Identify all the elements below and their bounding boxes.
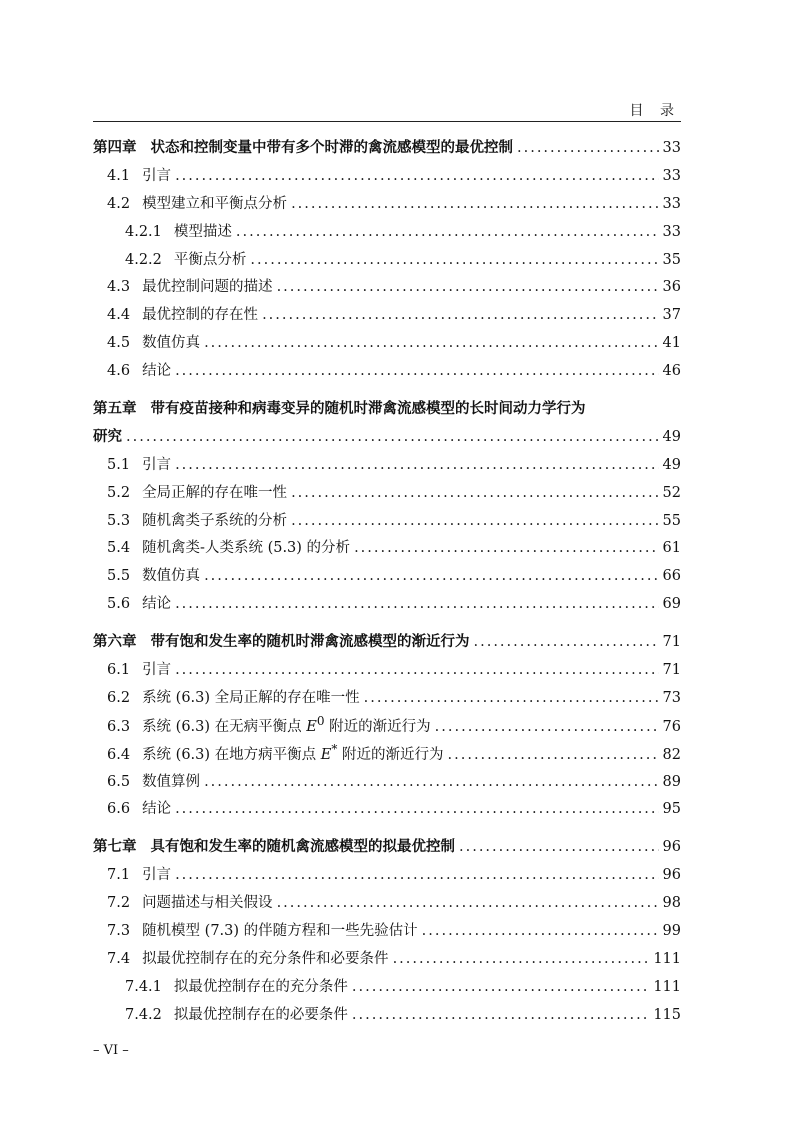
leader-dots (474, 634, 659, 650)
section-title: 平衡点分析 (173, 251, 247, 268)
title-prefix: 系统 (6.3) 在地方病平衡点 (142, 746, 321, 763)
chapter-title: 状态和控制变量中带有多个时滞的禽流感模型的最优控制 (150, 139, 513, 156)
leader-dots (291, 196, 658, 212)
toc-section-5-4[interactable] (93, 536, 681, 564)
section-number: 5.4 (107, 540, 131, 557)
toc-subsection-7-4-1[interactable] (93, 975, 681, 1003)
section-title: 结论 (142, 596, 172, 613)
section-number: 4.5 (107, 335, 131, 352)
section-title: 全局正解的存在唯一性 (142, 484, 288, 501)
page-number: 82 (662, 746, 681, 763)
section-number: 5.2 (107, 484, 131, 501)
section-number: 7.3 (107, 923, 131, 940)
section-title: 拟最优控制存在的充分条件 (173, 978, 348, 995)
page-number: 36 (662, 279, 681, 296)
leader-dots (175, 867, 658, 883)
leader-dots (364, 690, 659, 706)
toc-section-4-2[interactable] (93, 192, 681, 220)
title-prefix: 系统 (6.3) 在无病平衡点 (142, 718, 307, 735)
chapter-title-continuation (93, 425, 681, 453)
page-number: 96 (662, 839, 681, 856)
page-number: 96 (662, 867, 681, 884)
leader-dots (352, 1007, 649, 1023)
page-number: 49 (662, 456, 681, 473)
math-variable: E (320, 746, 332, 763)
leader-dots (126, 429, 659, 445)
leader-dots (277, 279, 659, 295)
toc-chapter-7[interactable] (93, 835, 681, 863)
section-title: 数值仿真 (142, 335, 201, 352)
toc-section-7-3[interactable] (93, 919, 681, 947)
page-number: 89 (662, 773, 681, 790)
section-title: 引言 (142, 662, 172, 679)
toc-section-6-2[interactable] (93, 686, 681, 714)
leader-dots (517, 140, 659, 156)
leader-dots (175, 168, 658, 184)
section-number: 7.4.2 (125, 1006, 162, 1023)
leader-dots (448, 747, 659, 763)
leader-dots (204, 568, 658, 584)
toc-section-7-2[interactable] (93, 891, 681, 919)
leader-dots (354, 540, 658, 556)
leader-dots (175, 363, 658, 379)
section-number: 4.2.1 (125, 223, 162, 240)
toc-section-6-1[interactable] (93, 658, 681, 686)
page-number: 69 (662, 596, 681, 613)
leader-dots (175, 596, 658, 612)
toc-section-4-6[interactable] (93, 359, 681, 387)
toc-section-7-1[interactable] (93, 863, 681, 891)
section-number: 5.5 (107, 568, 131, 585)
toc-section-6-4[interactable] (93, 742, 681, 770)
chapter-title: 带有饱和发生率的随机时滞禽流感模型的渐近行为 (150, 633, 470, 651)
page-number: 71 (662, 634, 681, 651)
toc-chapter-5[interactable] (93, 397, 681, 453)
page-number: 55 (662, 512, 681, 529)
section-number: 4.1 (107, 167, 131, 184)
section-title: 模型建立和平衡点分析 (142, 195, 288, 212)
leader-dots (277, 895, 659, 911)
page-number: 37 (662, 307, 681, 324)
section-number: 7.4 (107, 950, 131, 967)
leader-dots (262, 307, 658, 323)
toc-section-6-5[interactable] (93, 770, 681, 798)
section-title: 随机禽类-人类系统 (5.3) 的分析 (142, 540, 351, 557)
page-number: 33 (662, 167, 681, 184)
leader-dots (291, 513, 658, 529)
leader-dots (250, 252, 658, 268)
toc-section-5-6[interactable] (93, 592, 681, 620)
leader-dots (352, 979, 649, 995)
leader-dots (175, 801, 658, 817)
leader-dots (175, 457, 658, 473)
section-number: 4.2.2 (125, 251, 162, 268)
leader-dots (422, 923, 659, 939)
toc-subsection-4-2-2[interactable] (93, 248, 681, 276)
toc-section-5-3[interactable] (93, 509, 681, 537)
page-number: 111 (653, 978, 681, 995)
section-number: 5.6 (107, 596, 131, 613)
section-title: 系统 (6.3) 全局正解的存在唯一性 (142, 689, 360, 706)
toc-section-6-6[interactable] (93, 797, 681, 825)
section-number: 6.2 (107, 689, 131, 706)
section-number: 7.4.1 (125, 978, 162, 995)
section-number: 7.1 (107, 867, 131, 884)
running-header: 目 录 (629, 103, 680, 119)
section-number: 6.6 (107, 801, 131, 818)
chapter-number: 第四章 (93, 139, 137, 156)
chapter-number: 第六章 (93, 633, 137, 651)
chapter-title-line (93, 397, 681, 425)
toc-section-5-1[interactable] (93, 453, 681, 481)
section-title: 模型描述 (173, 223, 232, 240)
section-title: 结论 (142, 363, 172, 380)
page-number: 33 (662, 223, 681, 240)
page-number: 111 (653, 950, 681, 967)
section-title: 拟最优控制存在的充分条件和必要条件 (142, 950, 389, 967)
table-of-contents (93, 136, 681, 1031)
toc-section-6-3[interactable] (93, 714, 681, 742)
math-superscript: * (331, 741, 338, 756)
page-number: 52 (662, 484, 681, 501)
page-number: 73 (662, 689, 681, 706)
toc-section-5-5[interactable] (93, 564, 681, 592)
page-number: 61 (662, 540, 681, 557)
title-suffix: 附近的渐近行为 (324, 718, 431, 735)
toc-subsection-4-2-1[interactable] (93, 220, 681, 248)
toc-section-7-4[interactable] (93, 947, 681, 975)
page-number: 35 (662, 251, 681, 268)
page-number: 99 (662, 923, 681, 940)
section-title: 随机禽类子系统的分析 (142, 512, 288, 529)
leader-dots (459, 839, 659, 855)
toc-section-4-4[interactable] (93, 303, 681, 331)
section-number: 6.3 (107, 718, 131, 735)
page-number: 33 (662, 140, 681, 156)
section-title (142, 742, 443, 764)
leader-dots (175, 662, 658, 678)
section-number: 6.5 (107, 773, 131, 790)
section-title: 结论 (142, 801, 172, 818)
math-variable: E (306, 718, 317, 735)
chapter-number: 第七章 (93, 838, 137, 856)
section-number: 7.2 (107, 895, 131, 912)
page-number: 98 (662, 895, 681, 912)
toc-section-4-5[interactable] (93, 331, 681, 359)
title-suffix: 附近的渐近行为 (337, 746, 444, 763)
section-number: 4.4 (107, 307, 131, 324)
toc-chapter-6[interactable] (93, 630, 681, 658)
section-number: 6.1 (107, 662, 131, 679)
section-number: 6.4 (107, 746, 131, 763)
section-title: 拟最优控制存在的必要条件 (173, 1006, 348, 1023)
section-title: 最优控制的存在性 (142, 307, 259, 324)
page-number: 49 (662, 428, 681, 445)
section-number: 4.3 (107, 279, 131, 296)
toc-section-4-1[interactable] (93, 164, 681, 192)
toc-chapter-4[interactable] (93, 136, 681, 164)
page-number: 66 (662, 568, 681, 585)
chapter-title-end: 研究 (93, 427, 122, 445)
section-title: 数值算例 (142, 773, 201, 790)
page-footer-number: – VI – (93, 1043, 129, 1058)
section-number: 5.3 (107, 512, 131, 529)
page-number: 115 (653, 1006, 681, 1023)
section-title: 最优控制问题的描述 (142, 279, 273, 296)
section-number: 5.1 (107, 456, 131, 473)
header-rule (93, 121, 681, 122)
leader-dots (204, 774, 658, 790)
section-title: 引言 (142, 867, 172, 884)
section-title: 问题描述与相关假设 (142, 895, 273, 912)
page-number: 33 (662, 195, 681, 212)
section-title: 引言 (142, 167, 172, 184)
section-title (142, 714, 431, 736)
leader-dots (435, 719, 659, 735)
chapter-title: 带有疫苗接种和病毒变异的随机时滞禽流感模型的长时间动力学行为 (150, 400, 586, 418)
leader-dots (236, 224, 659, 240)
math-superscript: 0 (316, 713, 325, 728)
leader-dots (291, 485, 658, 501)
leader-dots (204, 335, 658, 351)
section-number: 4.2 (107, 195, 131, 212)
section-title: 随机模型 (7.3) 的伴随方程和一些先验估计 (142, 923, 418, 940)
toc-section-5-2[interactable] (93, 481, 681, 509)
toc-subsection-7-4-2[interactable] (93, 1003, 681, 1031)
leader-dots (393, 951, 650, 967)
chapter-title: 具有饱和发生率的随机禽流感模型的拟最优控制 (150, 838, 455, 856)
toc-section-4-3[interactable] (93, 275, 681, 303)
page-number: 41 (662, 335, 681, 352)
section-title: 引言 (142, 456, 172, 473)
section-title: 数值仿真 (142, 568, 201, 585)
page-number: 46 (662, 363, 681, 380)
section-number: 4.6 (107, 363, 131, 380)
page-number: 76 (662, 718, 681, 735)
page-number: 71 (662, 662, 681, 679)
chapter-number: 第五章 (93, 400, 137, 418)
page-number: 95 (662, 801, 681, 818)
